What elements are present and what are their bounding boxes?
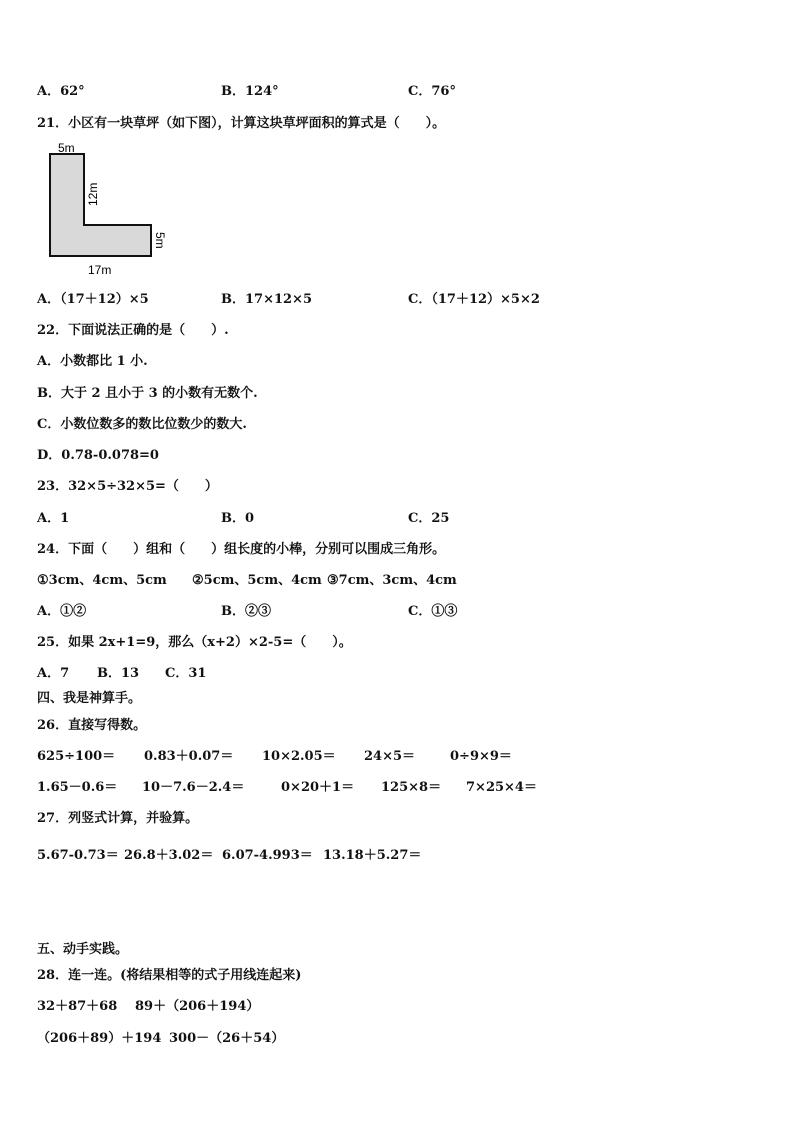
q28-item: 300－（26＋54） xyxy=(169,1031,285,1046)
label-right-5m: 5m xyxy=(153,232,167,249)
q24-group-1: ①3cm、4cm、5cm xyxy=(37,573,167,588)
q26-item: 10－7.6－2.4＝ xyxy=(142,780,245,795)
q22-option-a: A．小数都比 1 小. xyxy=(37,354,148,369)
q23-option-c: C．25 xyxy=(408,511,450,526)
q27-item: 26.8＋3.02＝ xyxy=(124,848,214,863)
q26-item: 24×5＝ xyxy=(364,749,416,764)
q28-item: 89＋（206＋194） xyxy=(135,999,260,1014)
q25-option-c: C．31 xyxy=(165,666,207,681)
q20-option-a: A．62° xyxy=(37,84,85,99)
lawn-l-shape-figure xyxy=(40,140,175,280)
label-top-5m: 5m xyxy=(58,141,75,155)
q25-option-a: A．7 xyxy=(37,666,70,681)
q21-stem: 21．小区有一块草坪（如下图），计算这块草坪面积的算式是（ ）。 xyxy=(37,116,446,131)
q27-stem: 27．列竖式计算，并验算。 xyxy=(37,811,199,826)
q22-option-b: B．大于 2 且小于 3 的小数有无数个. xyxy=(37,386,258,401)
section-4-heading: 四、我是神算手。 xyxy=(37,691,142,706)
q28-stem: 28．连一连。(将结果相等的式子用线连起来) xyxy=(37,968,302,983)
q24-option-a: A．①② xyxy=(37,604,87,619)
q22-stem: 22．下面说法正确的是（ ）. xyxy=(37,323,229,338)
q27-item: 13.18＋5.27＝ xyxy=(323,848,422,863)
q26-item: 1.65－0.6＝ xyxy=(37,780,118,795)
q28-item: （206＋89）＋194 xyxy=(37,1031,162,1046)
q24-option-c: C．①③ xyxy=(408,604,458,619)
q27-item: 5.67-0.73＝ xyxy=(37,848,119,863)
q24-option-b: B．②③ xyxy=(221,604,271,619)
q26-item: 625÷100＝ xyxy=(37,749,116,764)
q26-item: 10×2.05＝ xyxy=(262,749,336,764)
q28-item: 32＋87＋68 xyxy=(37,999,118,1014)
q20-option-b: B．124° xyxy=(221,84,279,99)
q21-option-c: C．（17＋12）×5×2 xyxy=(408,292,540,307)
q23-option-b: B．0 xyxy=(221,511,255,526)
q22-option-c: C．小数位数多的数比位数少的数大. xyxy=(37,417,247,432)
q23-stem: 23．32×5÷32×5=（ ） xyxy=(37,479,218,494)
label-12m: 12m xyxy=(86,182,100,206)
q26-stem: 26．直接写得数。 xyxy=(37,718,147,733)
q26-item: 7×25×4＝ xyxy=(466,780,537,795)
q25-stem: 25．如果 2x+1=9，那么（x+2）×2-5=（ ）。 xyxy=(37,635,352,650)
label-17m: 17m xyxy=(88,263,112,277)
q25-option-b: B．13 xyxy=(97,666,140,681)
q24-stem: 24．下面（ ）组和（ ）组长度的小棒，分别可以围成三角形。 xyxy=(37,542,446,557)
q21-option-b: B．17×12×5 xyxy=(221,292,313,307)
q20-option-c: C．76° xyxy=(408,84,456,99)
section-5-heading: 五、动手实践。 xyxy=(37,942,129,957)
q26-item: 0÷9×9＝ xyxy=(450,749,512,764)
q27-item: 6.07-4.993＝ xyxy=(222,848,313,863)
q26-item: 0.83＋0.07＝ xyxy=(144,749,234,764)
q24-group-3: ③7cm、3cm、4cm xyxy=(327,573,457,588)
q26-item: 125×8＝ xyxy=(381,780,442,795)
q22-option-d: D．0.78-0.078=0 xyxy=(37,448,159,463)
q21-option-a: A．（17＋12）×5 xyxy=(37,292,149,307)
q23-option-a: A．1 xyxy=(37,511,70,526)
q24-group-2: ②5cm、5cm、4cm xyxy=(192,573,322,588)
q26-item: 0×20＋1＝ xyxy=(281,780,355,795)
